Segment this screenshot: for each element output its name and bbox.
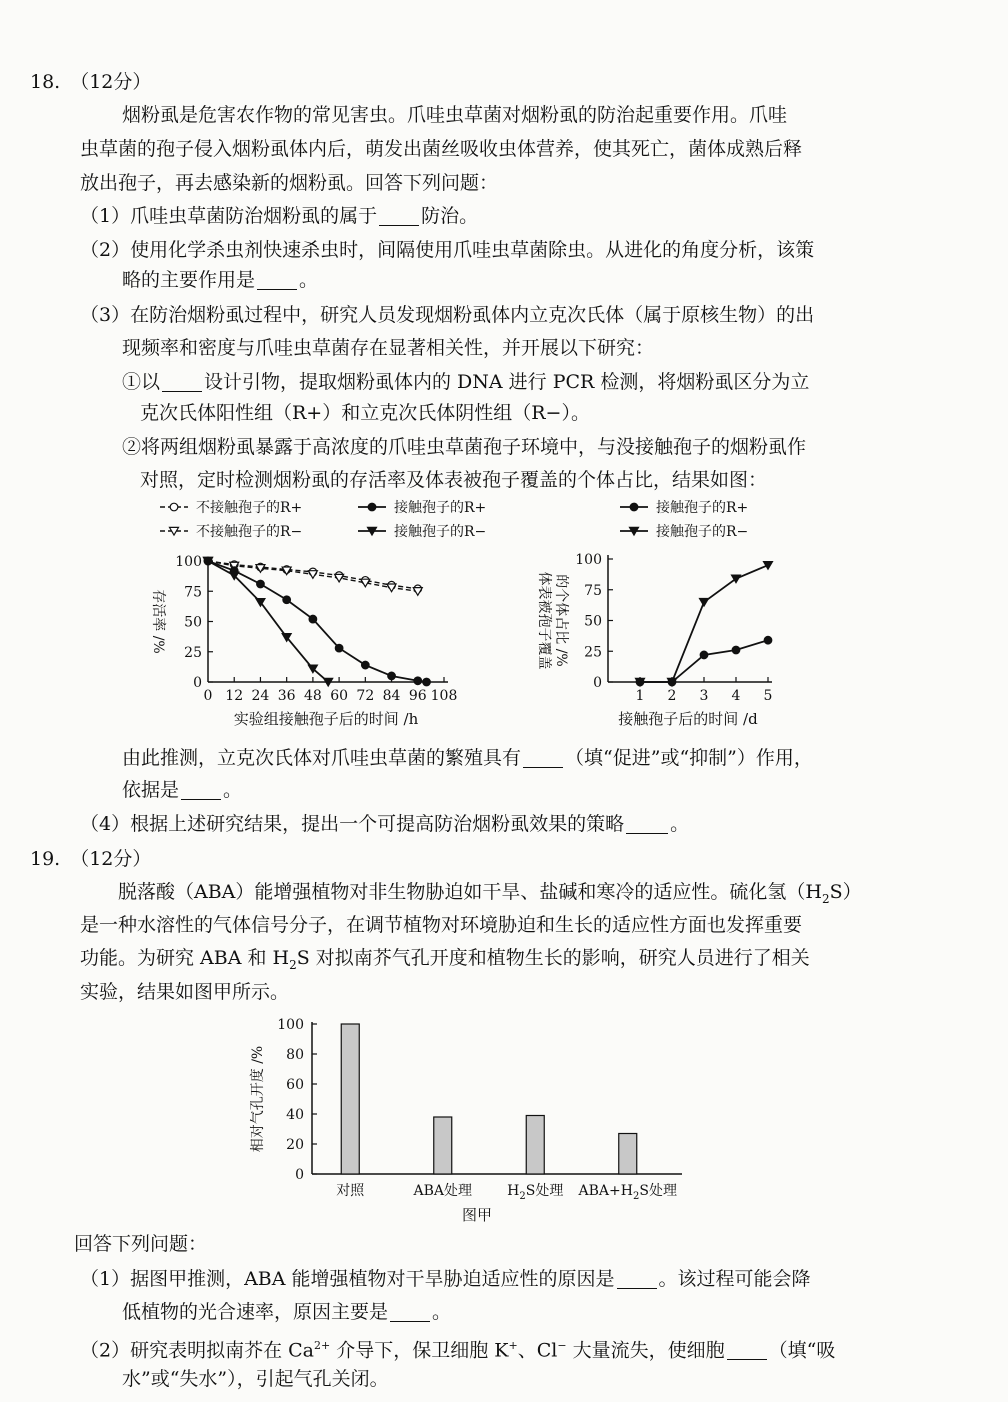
q19-sub2-text: 大量流失，使细胞 (566, 1339, 725, 1362)
x-tick-label: 5 (763, 688, 773, 704)
x-axis-label: 实验组接触孢子后的时间 /h (233, 710, 419, 728)
category-label: $H_2S$处理 (507, 1183, 564, 1202)
answer-blank[interactable] (162, 373, 202, 392)
q18-heading (30, 70, 151, 94)
y-tick-label: 50 (584, 613, 602, 630)
q19-sub2-text: 介导下，保卫细胞 K (330, 1339, 509, 1362)
y-tick-label: 100 (175, 554, 202, 570)
q18-intro-line: 虫草菌的孢子侵入烟粉虱体内后，萌发出菌丝吸收虫体营养，使其死亡，菌体成熟后释 (80, 138, 803, 160)
q19-intro-line4: 实验，结果如图甲所示。 (80, 981, 290, 1003)
y-axis-label: 存活率 /% (150, 589, 166, 654)
survival-rate-chart (140, 495, 487, 735)
legend-label: 不接触孢子的R+ (196, 500, 303, 516)
inference-text: 由此推测，立克次氏体对爪哇虫草菌的繁殖具有 (122, 747, 522, 769)
y-axis-label: 体表被孢子覆盖 (536, 571, 552, 670)
intro-text: 脱落酸（ABA）能增强植物对非生物胁迫如干旱、盐碱和寒冷的适应性。硫化氢（H (118, 881, 822, 903)
x-tick-label: 60 (330, 688, 349, 704)
q19-intro-line1 (118, 880, 862, 911)
data-point (700, 598, 709, 606)
data-point (423, 678, 431, 686)
q18-sub3-c1-line1 (122, 370, 809, 394)
q18-sub2-line2 (122, 268, 318, 292)
q19-sub2-line2: 水”或“失水”），引起气孔关闭。 (122, 1368, 389, 1390)
q18-inference-line1 (122, 746, 813, 770)
y-tick-label: 0 (295, 1167, 304, 1183)
y-tick-label: 100 (575, 552, 602, 568)
q19-sub2-text: 、Cl (517, 1339, 558, 1362)
q19-sub2-line1 (80, 1334, 835, 1362)
legend-label: 接触孢子的R+ (656, 500, 749, 516)
q18-intro-line: 烟粉虱是危害农作物的常见害虫。爪哇虫草菌对烟粉虱的防治起重要作用。爪哇 (122, 104, 788, 126)
q18-sub2-line1: （2）使用化学杀虫剂快速杀虫时，间隔使用爪哇虫草菌除虫。从进化的角度分析，该策 (80, 239, 815, 261)
superscript: + (508, 1339, 518, 1352)
y-tick-label: 50 (184, 614, 202, 631)
intro-text: S 对拟南芥气孔开度和植物生长的影响，研究人员进行了相关 (296, 947, 810, 969)
q19-answer-lead: 回答下列问题： (74, 1233, 208, 1255)
data-point (764, 636, 772, 644)
y-tick-label: 100 (277, 1017, 304, 1033)
data-point (388, 672, 396, 680)
y-axis-label: 相对气孔开度 /% (250, 1045, 266, 1153)
q19-sub1-text: （1）据图甲推测，ABA 能增强植物对干旱胁迫适应性的原因是 (80, 1268, 615, 1290)
q18-sub1-text: （1）爪哇虫草菌防治烟粉虱的属于 (80, 205, 378, 227)
q18-sub4-text: （4）根据上述研究结果，提出一个可提高防治烟粉虱效果的策略 (80, 813, 625, 835)
y-tick-label: 20 (286, 1137, 304, 1153)
answer-blank[interactable] (390, 1303, 430, 1322)
category-label: $ABA+H_2S$处理 (578, 1183, 677, 1202)
x-tick-label: 36 (277, 688, 296, 704)
x-tick-label: 48 (303, 688, 322, 704)
c1-lead: ①以 (122, 371, 161, 393)
y-tick-label: 75 (584, 582, 602, 599)
x-axis-label: 接触孢子后的时间 /d (618, 710, 758, 728)
x-tick-label: 84 (382, 688, 401, 704)
y-tick-label: 80 (286, 1047, 304, 1063)
q18-sub4 (80, 812, 689, 836)
series-line (640, 640, 768, 682)
data-point (732, 646, 740, 654)
x-tick-label: 108 (430, 688, 458, 704)
q18-inference-line2 (122, 778, 242, 802)
answer-blank[interactable] (626, 815, 668, 834)
x-tick-label: 1 (635, 688, 645, 704)
data-point (335, 644, 343, 652)
data-point (414, 677, 422, 685)
category-label: ABA处理 (413, 1183, 473, 1199)
bar (619, 1134, 637, 1175)
bar (341, 1024, 359, 1174)
q19-intro-line3 (80, 946, 810, 977)
category-label: 对照 (336, 1183, 365, 1199)
legend-label: 不接触孢子的R− (196, 524, 303, 540)
q18-sub3-line2: 现频率和密度与爪哇虫草菌存在显著相关性，并开展以下研究： (122, 337, 655, 359)
q18-sub2-tail: 。 (299, 269, 319, 291)
subscript: 2 (289, 957, 297, 972)
data-point (257, 580, 265, 588)
y-tick-label: 0 (593, 675, 602, 691)
y-tick-label: 60 (286, 1077, 304, 1093)
q18-sub2-text: 略的主要作用是 (122, 269, 256, 291)
q18-sub4-tail: 。 (670, 813, 690, 835)
subscript: 2 (821, 891, 830, 906)
answer-blank[interactable] (617, 1270, 657, 1289)
series-line (208, 561, 427, 682)
legend-label: 接触孢子的R− (656, 524, 749, 540)
x-tick-label: 4 (731, 688, 741, 704)
answer-blank[interactable] (379, 207, 419, 226)
x-tick-label: 0 (203, 688, 213, 704)
legend-marker (630, 503, 638, 511)
legend-marker (170, 503, 178, 511)
q19-sub2-tail: （填“吸 (768, 1339, 836, 1362)
spore-coverage-chart (530, 495, 820, 735)
x-tick-label: 24 (251, 688, 270, 704)
data-point (362, 661, 370, 669)
answer-blank[interactable] (181, 781, 221, 800)
basis-tail: 。 (223, 779, 243, 801)
y-tick-label: 25 (184, 644, 202, 661)
q19-sub1-line2 (122, 1300, 451, 1324)
series-line (640, 565, 768, 682)
data-point (700, 651, 708, 659)
q18-sub1 (80, 204, 478, 228)
q19-points: （12分） (70, 848, 152, 870)
y-tick-label: 40 (286, 1107, 304, 1123)
bar (434, 1117, 452, 1174)
data-point (764, 562, 773, 570)
q19-number: 19. (30, 848, 61, 870)
answer-blank[interactable] (257, 271, 297, 290)
data-point (283, 596, 291, 604)
bar (526, 1116, 544, 1175)
q18-sub3-c2-line1: ②将两组烟粉虱暴露于高浓度的爪哇虫草菌孢子环境中，与没接触孢子的烟粉虱作 (122, 436, 807, 458)
q18-number: 18. (30, 71, 61, 93)
q18-sub3-c2-line2: 对照，定时检测烟粉虱的存活率及体表被孢子覆盖的个体占比，结果如图： (140, 469, 768, 491)
q18-sub3-c1-line2: 克次氏体阳性组（R+）和立克次氏体阴性组（R−）。 (140, 402, 590, 424)
superscript: 2+ (314, 1339, 331, 1352)
y-tick-label: 25 (584, 644, 602, 661)
x-tick-label: 96 (408, 688, 427, 704)
answer-blank[interactable] (523, 749, 563, 768)
y-tick-label: 0 (193, 675, 202, 691)
q19-sub1-line1 (80, 1267, 811, 1291)
q19-sub1-tail2: 。 (432, 1301, 452, 1323)
y-tick-label: 75 (184, 584, 202, 601)
q18-points: （12分） (70, 71, 152, 93)
q19-sub2-text: （2）研究表明拟南芥在 Ca (80, 1339, 314, 1362)
inference-tail: （填“促进”或“抑制”）作用， (565, 747, 813, 769)
x-tick-label: 72 (356, 688, 375, 704)
superscript: − (557, 1339, 567, 1352)
legend-label: 接触孢子的R− (394, 524, 487, 540)
intro-text: 功能。为研究 ABA 和 H (80, 947, 290, 969)
basis-text: 依据是 (122, 779, 180, 801)
q19-heading (30, 847, 151, 871)
x-tick-label: 2 (667, 688, 677, 704)
legend-label: 接触孢子的R+ (394, 500, 487, 516)
chart-title: 图甲 (461, 1206, 493, 1224)
q19-intro-line2: 是一种水溶性的气体信号分子，在调节植物对环境胁迫和生长的适应性方面也发挥重要 (80, 914, 803, 936)
q19-sub1-tail: 。该过程可能会降 (658, 1268, 811, 1290)
x-tick-label: 12 (225, 688, 244, 704)
intro-text: S） (829, 881, 862, 903)
q19-sub1-text2: 低植物的光合速率，原因主要是 (122, 1301, 389, 1323)
c1-text: 设计引物，提取烟粉虱体内的 DNA 进行 PCR 检测，将烟粉虱区分为立 (204, 371, 810, 393)
q18-sub1-tail: 防治。 (421, 205, 479, 227)
legend-marker (368, 503, 376, 511)
q18-intro-line: 放出孢子，再去感染新的烟粉虱。回答下列问题： (80, 172, 499, 194)
x-tick-label: 3 (699, 688, 709, 704)
data-point (309, 615, 317, 623)
y-axis-label: 的个体占比 /% (553, 574, 569, 667)
q18-sub3-line1: （3）在防治烟粉虱过程中，研究人员发现烟粉虱体内立克次氏体（属于原核生物）的出 (80, 304, 815, 326)
answer-blank[interactable] (727, 1341, 767, 1360)
stomatal-aperture-bar-chart (240, 1012, 710, 1222)
